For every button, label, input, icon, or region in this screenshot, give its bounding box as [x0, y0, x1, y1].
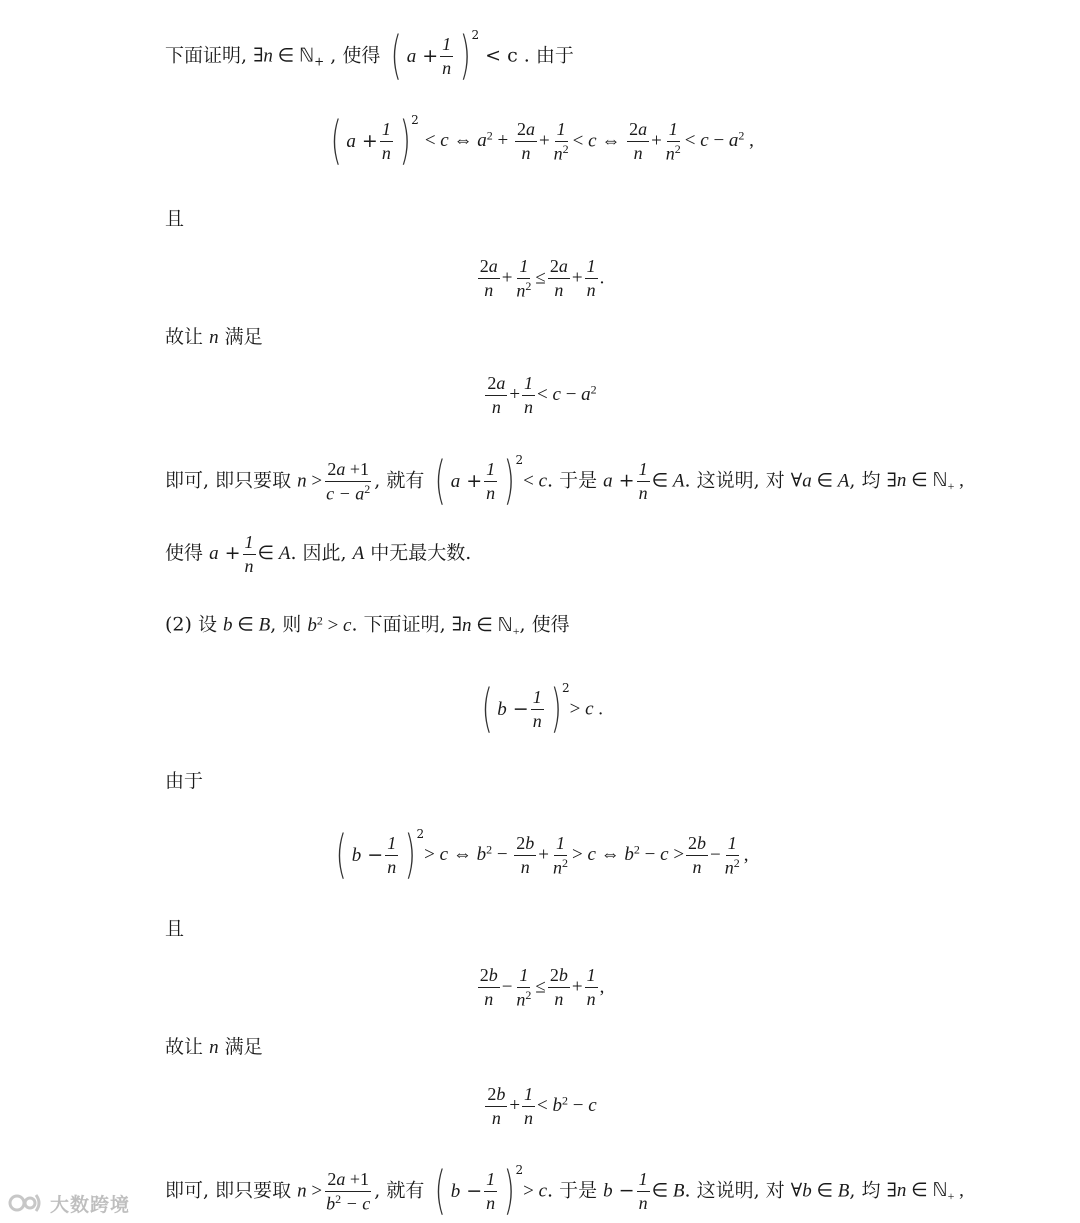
watermark-logo-icon	[8, 1189, 44, 1217]
text-span: , 使得	[519, 613, 570, 636]
text-span: 满足	[224, 1036, 263, 1058]
text-span: . 下面证明, ∃	[351, 613, 462, 636]
text-line: 由于	[165, 770, 204, 792]
equation: $\frac{2a}{n}$ + $\frac{1}{n}$ < $c - a^2$	[487, 373, 597, 417]
text-span: 中无最大数.	[370, 542, 472, 565]
equation: ( b − $\frac{1}{n}$ ) 2 > c ⇔ $b^2$ − $\frac{2b}{n}$ + $\frac{1}{n^2}$ > c ⇔ $b^2 - c$ > $\frac{2b}{n}$ − $\frac{1}{n^2}$ ,	[336, 825, 749, 885]
equation: $\frac{2b}{n}$ + $\frac{1}{n}$ < $b^2 - c$	[487, 1084, 597, 1128]
text-span: , 则	[270, 613, 302, 636]
text-span: 满足	[224, 326, 263, 348]
text-span: 下面证明, ∃	[165, 44, 264, 67]
watermark-text: 大数跨境	[50, 1193, 131, 1216]
equation: $\frac{2a}{n}$ + $\frac{1}{n^2}$ ≤ $\frac{2a}{n}$ + $\frac{1}{n}$ .	[479, 256, 605, 301]
text-line: 下面证明, ∃n ∈ ℕ$_+$ , 使得 ( a + $\frac{1}{n}$ ) 2 < c . 由于	[165, 26, 574, 86]
text-span: . 这说明, 对 ∀	[684, 1179, 803, 1202]
text-span: 故让	[165, 326, 204, 348]
text-span: . 于是	[547, 1179, 598, 1202]
text-span: 使得	[165, 542, 204, 565]
text-span: , 均 ∃	[849, 469, 897, 492]
math-paren: ( a + $\frac{1}{n}$ ) 2	[390, 26, 480, 86]
text-line: 且	[165, 208, 185, 230]
text-line: 故让 n 满足	[165, 326, 263, 348]
math-set: ∈ ℕ	[272, 45, 315, 67]
text-span: 即可, 即只要取	[165, 1179, 292, 1202]
equation: ( a + $\frac{1}{n}$ ) 2 < c ⇔ $a^2$ + $\frac{2a}{n}$ + $\frac{1}{n^2}$ < c ⇔ $\frac{2a}{n}$ + $\frac{1}{n^2}$ < $c - a^2$ ,	[330, 111, 754, 171]
text-span: . 这说明, 对 ∀	[684, 469, 803, 492]
text-span: (2) 设	[165, 613, 217, 636]
text-line: (2) 设 b ∈ B, 则 $b^2 > c$. 下面证明, ∃n ∈ ℕ$_+$, 使得	[165, 613, 570, 638]
text-line: 即可, 即只要取 n > $\frac{2a +1}{c - a^2}$ , 就有 ( a + $\frac{1}{n}$ ) 2 < c. 于是 a + $\frac{1}{n}$ ∈ A. 这说明, 对 ∀a ∈ A, 均 ∃n ∈ ℕ$_+$ ,	[165, 451, 964, 511]
text-span: , 均 ∃	[849, 1179, 897, 1202]
text-line: 即可, 即只要取 n > $\frac{2a +1}{b^2 - c}$ , 就有 ( b − $\frac{1}{n}$ ) 2 > c. 于是 b − $\frac{1}{n}$ ∈ B. 这说明, 对 ∀b ∈ B, 均 ∃n ∈ ℕ$_+$ ,	[165, 1161, 964, 1221]
watermark	[8, 1186, 148, 1220]
text-line: 且	[165, 918, 185, 940]
text-span: , 就有	[374, 1179, 425, 1202]
text-span: . 于是	[547, 469, 598, 492]
text-span: < c . 由于	[479, 44, 574, 67]
text-line: 使得 a + $\frac{1}{n}$ ∈ A. 因此, A 中无最大数.	[165, 532, 472, 576]
text-span: 故让	[165, 1036, 204, 1058]
equation: ( b − $\frac{1}{n}$ ) 2 > c .	[481, 679, 604, 739]
text-span: . 因此,	[290, 542, 347, 565]
math-var: n	[263, 45, 273, 67]
equation: $\frac{2b}{n}$ − $\frac{1}{n^2}$ ≤ $\frac{2b}{n}$ + $\frac{1}{n}$ ,	[479, 965, 605, 1010]
text-span: 即可, 即只要取	[165, 469, 292, 492]
text-line: 故让 n 满足	[165, 1036, 263, 1058]
text-span: , 使得	[324, 44, 381, 67]
text-span: , 就有	[374, 469, 425, 492]
